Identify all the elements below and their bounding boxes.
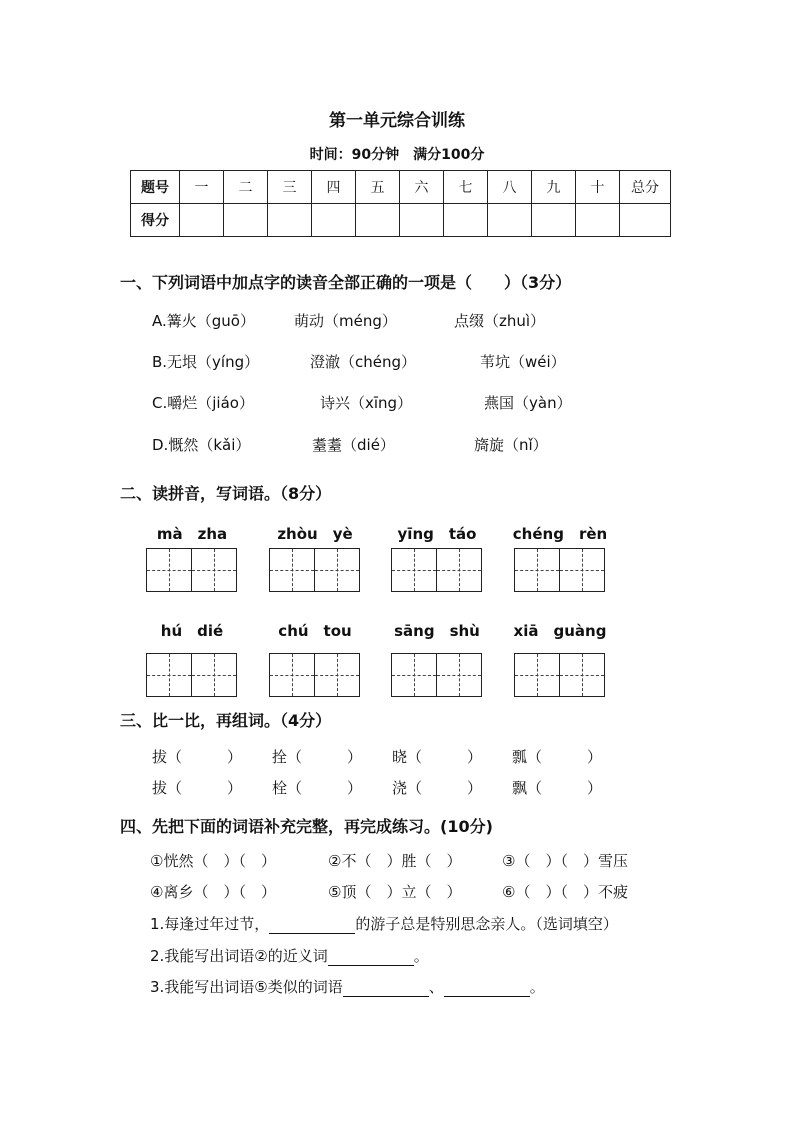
q1-option-d1: D.慨然（kǎi） [152,436,251,454]
writing-box[interactable] [559,548,605,592]
question-col: 一 [180,171,224,204]
q2-heading: 二、读拼音，写词语。（8分） [120,484,332,503]
q4-idiom: ④离乡（ ）（ ） [150,883,276,901]
q3-item: 瓢（ ） [512,748,603,766]
writing-box[interactable] [146,653,192,697]
question-col: 八 [488,171,532,204]
score-table-header-row [131,171,671,204]
writing-box[interactable] [191,653,237,697]
q4-idiom: ②不（ ）胜（ ） [328,852,462,870]
q4-item-3-text: 3.我能写出词语⑤类似的词语 [150,978,343,996]
writing-box[interactable] [436,653,482,697]
score-cell[interactable] [488,204,532,237]
q1-option-c3: 燕国（yàn） [484,394,572,412]
score-cell[interactable] [444,204,488,237]
score-cell[interactable] [268,204,312,237]
q1-option-d2: 耋耋（dié） [312,436,395,454]
q4-item-3-text: 。 [529,978,545,996]
total-score-cell[interactable] [620,204,671,237]
q1-option-b1: B.无垠（yíng） [152,353,260,371]
answer-blank[interactable] [328,947,414,966]
q4-item-2-text: 2.我能写出词语②的近义词 [150,947,328,965]
writing-box[interactable] [314,548,360,592]
score-cell[interactable] [400,204,444,237]
writing-box[interactable] [514,548,560,592]
time-and-score: 时间：90分钟 满分100分 [309,147,485,163]
question-col: 三 [268,171,312,204]
writing-box[interactable] [436,548,482,592]
pinyin: zhòu yè [277,525,353,543]
q4-item-2-text: 。 [413,947,429,965]
score-cell[interactable] [312,204,356,237]
writing-box[interactable] [269,548,315,592]
writing-box[interactable] [269,653,315,697]
score-label: 得分 [131,204,180,237]
question-col: 六 [400,171,444,204]
q3-item: 晓（ ） [392,748,483,766]
q3-item: 飘（ ） [512,779,603,797]
score-table [130,170,671,237]
q3-heading: 三、比一比，再组词。（4分） [120,711,332,730]
writing-box[interactable] [146,548,192,592]
q1-option-b3: 苇坑（wéi） [480,353,566,371]
score-cell[interactable] [576,204,620,237]
q1-option-a2: 萌动（méng） [294,312,397,330]
pinyin: xiā guàng [513,622,607,640]
q4-idiom: ③（ ）（ ）雪压 [502,852,628,870]
question-col: 五 [356,171,400,204]
q4-item-3 [150,976,545,997]
answer-blank[interactable] [269,915,355,934]
writing-box[interactable] [391,548,437,592]
question-col: 七 [444,171,488,204]
score-table-score-row [131,204,671,237]
q3-item: 拔（ ） [152,748,243,766]
q3-item: 拴（ ） [272,748,363,766]
question-col: 九 [532,171,576,204]
score-cell[interactable] [356,204,400,237]
score-cell[interactable] [180,204,224,237]
writing-box[interactable] [559,653,605,697]
answer-blank[interactable] [343,978,429,997]
score-cell[interactable] [224,204,268,237]
q4-item-1 [150,913,618,934]
q1-option-d3: 旖旋（nǐ） [474,436,548,454]
q4-item-1-text: 1.每逢过年过节， [150,915,270,933]
q1-option-b2: 澄澈（chéng） [310,353,417,371]
q1-heading: 一、下列词语中加点字的读音全部正确的一项是（ ）（3分） [120,273,572,292]
pinyin: hú dié [160,622,224,640]
pinyin: chéng rèn [512,525,608,543]
q4-item-2 [150,945,429,966]
writing-box[interactable] [314,653,360,697]
page-title: 第一单元综合训练 [329,111,465,131]
pinyin: yīng táo [397,525,477,543]
score-cell[interactable] [532,204,576,237]
q4-idiom: ⑤顶（ ）立（ ） [328,883,462,901]
q1-option-c1: C.嚼烂（jiáo） [152,394,254,412]
q1-option-a3: 点缀（zhuì） [454,312,546,330]
q1-option-c2: 诗兴（xīng） [320,394,413,412]
question-col: 四 [312,171,356,204]
q3-item: 栓（ ） [272,779,363,797]
question-col: 十 [576,171,620,204]
question-number-label: 题号 [131,171,180,204]
q4-heading: 四、先把下面的词语补充完整，再完成练习。(10分) [120,817,493,836]
question-col: 二 [224,171,268,204]
pinyin: mà zha [156,525,228,543]
writing-box[interactable] [391,653,437,697]
q4-idiom: ①恍然（ ）（ ） [150,852,276,870]
q4-item-1-text: 的游子总是特别思念亲人。（选词填空） [355,915,618,933]
pinyin: sāng shù [394,622,480,640]
total-col: 总分 [620,171,671,204]
q1-option-a1: A.篝火（guō） [152,312,255,330]
q3-item: 拔（ ） [152,779,243,797]
q4-item-3-text: 、 [428,978,444,996]
q3-item: 浇（ ） [392,779,483,797]
answer-blank[interactable] [444,978,530,997]
writing-box[interactable] [191,548,237,592]
writing-box[interactable] [514,653,560,697]
pinyin: chú tou [278,622,352,640]
q4-idiom: ⑥（ ）（ ）不疲 [502,883,628,901]
